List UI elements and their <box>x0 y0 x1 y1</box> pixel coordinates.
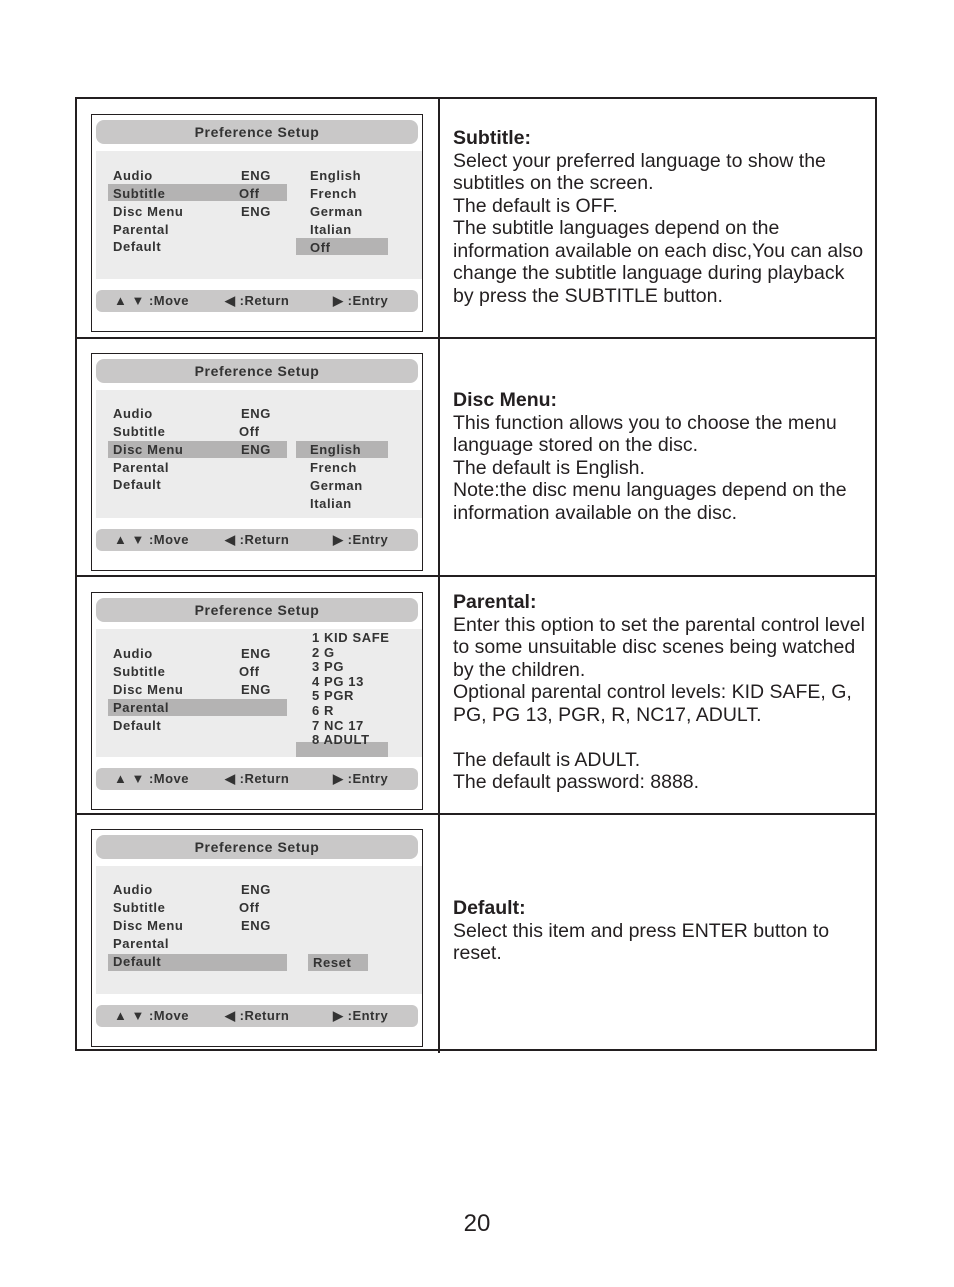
move-hint: ▲ ▼ :Move <box>114 532 190 547</box>
reset-option[interactable]: Reset <box>313 955 352 970</box>
row-default <box>77 813 875 1053</box>
page-number: 20 <box>463 1210 491 1237</box>
osd-title: Preference Setup <box>96 835 418 859</box>
settings-table <box>75 97 877 1051</box>
menu-item-disc-menu[interactable]: Disc Menu <box>113 442 184 457</box>
option-item-selected[interactable]: English <box>310 442 362 457</box>
osd-menu-body <box>96 629 422 757</box>
osd-title: Preference Setup <box>96 598 418 622</box>
entry-hint: ▶ :Entry <box>333 1008 389 1023</box>
section-text: Select this item and press ENTER button to reset. <box>453 919 835 964</box>
value-subtitle: Off <box>239 664 260 679</box>
value-subtitle: Off <box>239 900 260 915</box>
entry-hint: ▶ :Entry <box>333 293 389 308</box>
option-item[interactable]: Italian <box>310 496 352 511</box>
value-audio: ENG <box>241 646 271 661</box>
option-item[interactable]: French <box>310 460 357 475</box>
menu-item-audio[interactable]: Audio <box>113 406 153 421</box>
menu-item-default[interactable]: Default <box>113 477 162 492</box>
menu-item-default[interactable]: Default <box>113 718 162 733</box>
description <box>453 591 867 794</box>
value-disc-menu: ENG <box>241 204 271 219</box>
menu-item-disc-menu[interactable]: Disc Menu <box>113 682 184 697</box>
osd-screen <box>91 829 423 1047</box>
osd-title: Preference Setup <box>96 120 418 144</box>
description <box>453 897 867 965</box>
menu-item-subtitle[interactable]: Subtitle <box>113 186 166 201</box>
rating-option[interactable]: 3 PG <box>312 659 345 675</box>
menu-item-parental[interactable]: Parental <box>113 460 170 475</box>
osd-menu-body <box>96 151 422 279</box>
value-disc-menu: ENG <box>241 918 271 933</box>
option-item[interactable]: Italian <box>310 222 352 237</box>
value-disc-menu: ENG <box>241 442 271 457</box>
description <box>453 389 867 524</box>
value-audio: ENG <box>241 168 271 183</box>
menu-item-parental[interactable]: Parental <box>113 700 170 715</box>
rating-option[interactable]: 1 KID SAFE <box>312 630 390 645</box>
option-item[interactable]: English <box>310 168 362 183</box>
osd-screen <box>91 114 423 332</box>
menu-item-disc-menu[interactable]: Disc Menu <box>113 204 184 219</box>
menu-item-default[interactable]: Default <box>113 954 162 969</box>
menu-item-default[interactable]: Default <box>113 239 162 254</box>
value-disc-menu: ENG <box>241 682 271 697</box>
option-item[interactable]: German <box>310 204 363 219</box>
section-text: Select your preferred language to show the subtitles on the screen. The default is OFF. The subtitle languages depend on the information available on each disc,You can also change the subtitle language during playback by press the SUBTITLE button. <box>453 149 864 307</box>
row-subtitle <box>77 99 875 337</box>
menu-item-parental[interactable]: Parental <box>113 936 170 951</box>
menu-item-audio[interactable]: Audio <box>113 646 153 661</box>
row-parental <box>77 575 875 815</box>
option-item[interactable]: German <box>310 478 363 493</box>
osd-footer <box>96 768 418 790</box>
move-hint: ▲ ▼ :Move <box>114 293 190 308</box>
menu-item-audio[interactable]: Audio <box>113 882 153 897</box>
section-text: This function allows you to choose the menu language stored on the disc. The default is English. Note:the disc menu languages depend on the information available on the disc. <box>453 411 847 524</box>
entry-hint: ▶ :Entry <box>333 771 389 786</box>
option-item[interactable]: French <box>310 186 357 201</box>
rating-option-selected[interactable]: 8 ADULT <box>312 732 370 748</box>
move-hint: ▲ ▼ :Move <box>114 1008 190 1023</box>
entry-hint: ▶ :Entry <box>333 532 389 547</box>
value-audio: ENG <box>241 406 271 421</box>
value-subtitle: Off <box>239 186 260 201</box>
menu-item-subtitle[interactable]: Subtitle <box>113 900 166 915</box>
section-heading: Default: <box>453 897 526 919</box>
osd-footer <box>96 290 418 312</box>
rating-option[interactable]: 6 R <box>312 703 335 718</box>
menu-item-audio[interactable]: Audio <box>113 168 153 183</box>
option-item-selected[interactable]: Off <box>310 240 331 255</box>
rating-option[interactable]: 4 PG 13 <box>312 673 364 689</box>
osd-footer <box>96 1005 418 1027</box>
menu-item-disc-menu[interactable]: Disc Menu <box>113 918 184 933</box>
menu-item-subtitle[interactable]: Subtitle <box>113 424 166 439</box>
section-heading: Parental: <box>453 591 537 613</box>
osd-footer <box>96 529 418 551</box>
return-hint: ◀ :Return <box>225 771 290 786</box>
osd-screen <box>91 353 423 571</box>
rating-option[interactable]: 7 NC 17 <box>312 717 364 733</box>
osd-menu-body <box>96 390 422 518</box>
row-disc-menu <box>77 337 875 577</box>
menu-item-subtitle[interactable]: Subtitle <box>113 664 166 679</box>
description <box>453 127 867 307</box>
value-audio: ENG <box>241 882 271 897</box>
osd-title: Preference Setup <box>96 359 418 383</box>
menu-item-parental[interactable]: Parental <box>113 222 170 237</box>
rating-option[interactable]: 5 PGR <box>312 688 355 704</box>
move-hint: ▲ ▼ :Move <box>114 771 190 786</box>
section-text: Enter this option to set the parental control level to some unsuitable disc scenes being watched by the children. Optional parental control levels: KID SAFE, G, PG, PG 13, PGR, R, NC17, ADULT. The default is ADULT. The default password: 8888. <box>453 613 865 793</box>
return-hint: ◀ :Return <box>225 532 290 547</box>
osd-screen <box>91 592 423 810</box>
return-hint: ◀ :Return <box>225 293 290 308</box>
section-heading: Subtitle: <box>453 127 531 149</box>
value-subtitle: Off <box>239 424 260 439</box>
return-hint: ◀ :Return <box>225 1008 290 1023</box>
rating-option[interactable]: 2 G <box>312 644 335 660</box>
osd-menu-body <box>96 866 422 994</box>
section-heading: Disc Menu: <box>453 389 558 411</box>
